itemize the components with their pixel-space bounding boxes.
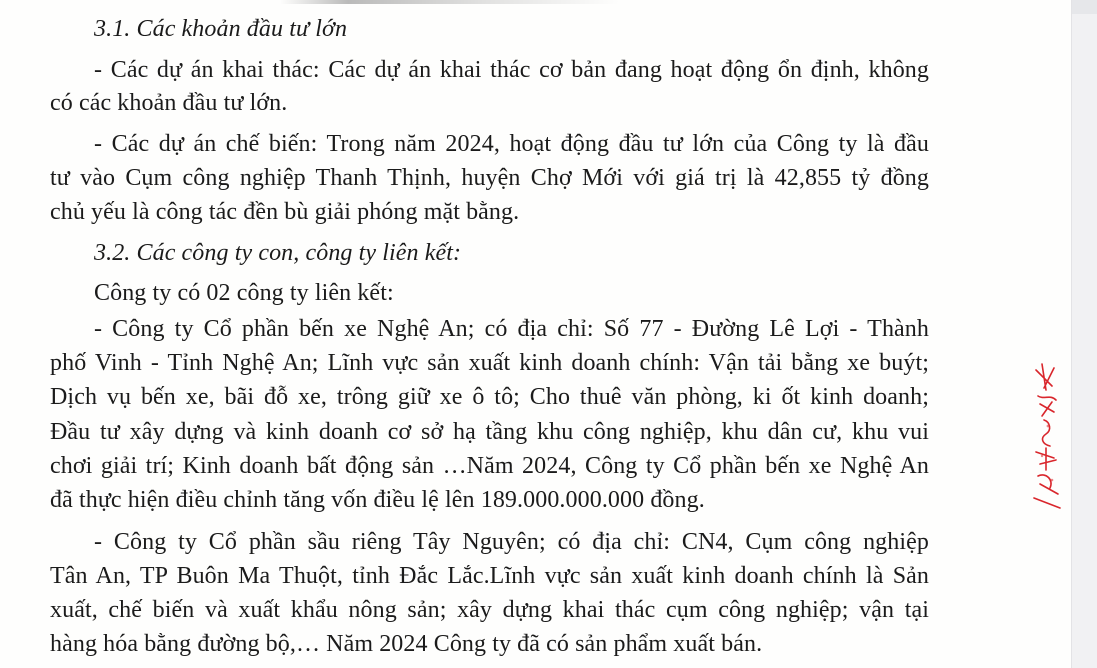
paragraph-line: - Công ty Cổ phần sầu riêng Tây Nguyên; có địa chỉ: CN4, Cụm công nghiệp <box>94 529 929 555</box>
paragraph-line: - Các dự án chế biến: Trong năm 2024, hoạt động đầu tư lớn của Công ty là đầu <box>94 131 929 157</box>
scan-edge-shadow <box>280 0 620 4</box>
paragraph-line: Tân An, TP Buôn Ma Thuột, tỉnh Đắc Lắc.Lĩnh vực sản xuất kinh doanh chính là Sản <box>50 563 929 589</box>
paragraph-line: - Các dự án khai thác: Các dự án khai thác cơ bản đang hoạt động ổn định, không <box>94 57 929 83</box>
paragraph-line: Đầu tư xây dựng và kinh doanh cơ sở hạ tầng khu công nghiệp, khu dân cư, khu vui <box>50 419 929 445</box>
paragraph-line: - Công ty Cổ phần bến xe Nghệ An; có địa chỉ: Số 77 - Đường Lê Lợi - Thành <box>94 316 929 342</box>
paragraph-line: chủ yếu là công tác đền bù giải phóng mặt bằng. <box>50 199 520 225</box>
paragraph-line: có các khoản đầu tư lớn. <box>50 90 288 116</box>
paragraph-line: xuất, chế biến và xuất khẩu nông sản; xây dựng khai thác cụm công nghiệp; vận tại <box>50 597 929 623</box>
section-heading-3-1: 3.1. Các khoản đầu tư lớn <box>94 16 348 42</box>
paragraph-line: chơi giải trí; Kinh doanh bất động sản …Năm 2024, Công ty Cổ phần bến xe Nghệ An <box>50 453 929 479</box>
paragraph-line: hàng hóa bằng đường bộ,… Năm 2024 Công ty đã có sản phẩm xuất bán. <box>50 631 763 657</box>
paragraph-line: phố Vinh - Tỉnh Nghệ An; Lĩnh vực sản xuất kinh doanh chính: Vận tải bằng xe buýt; <box>50 350 929 376</box>
viewer-side-strip-top <box>1072 0 1097 14</box>
paragraph-line: Dịch vụ bến xe, bãi đỗ xe, trông giữ xe ô tô; Cho thuê văn phòng, ki ốt kinh doanh; <box>50 384 929 410</box>
red-seal-stamp <box>1030 360 1070 510</box>
viewer-side-strip <box>1071 0 1097 668</box>
paragraph-line: tư vào Cụm công nghiệp Thanh Thịnh, huyện Chợ Mới với giá trị là 42,855 tỷ đồng <box>50 165 929 191</box>
section-heading-3-2: 3.2. Các công ty con, công ty liên kết: <box>94 240 462 266</box>
intro-line: Công ty có 02 công ty liên kết: <box>94 280 394 306</box>
paragraph-line: đã thực hiện điều chỉnh tăng vốn điều lệ lên 189.000.000.000 đồng. <box>50 487 705 513</box>
